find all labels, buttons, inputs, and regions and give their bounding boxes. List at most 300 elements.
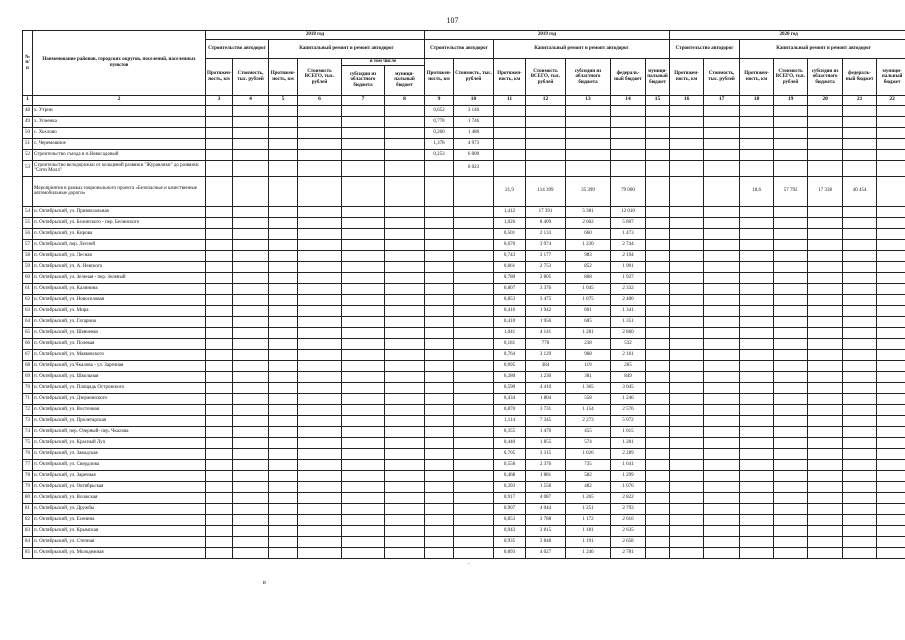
table-row (23, 415, 905, 426)
row-name: п. Октябрьский, ул. Пролетарская (33, 415, 206, 426)
cell-col-10 (454, 371, 494, 382)
cell-col-22 (877, 305, 905, 316)
cell-col-21 (843, 503, 877, 514)
cell-col-13: 35 399 (566, 176, 611, 206)
header-repair-cost-2018: Стоимость ВСЕГО, тыс. рублей (298, 59, 342, 96)
cell-col-5 (269, 349, 298, 360)
cell-col-6 (298, 470, 342, 481)
cell-col-11 (494, 105, 526, 116)
cell-col-11: 0,434 (494, 393, 526, 404)
cell-col-3 (206, 382, 233, 393)
row-number: 62 (23, 294, 33, 305)
cell-col-18 (740, 371, 774, 382)
cell-col-21 (843, 105, 877, 116)
cell-col-22 (877, 492, 905, 503)
cell-col-14: 849 (611, 371, 646, 382)
cell-col-14: 1 901 (611, 261, 646, 272)
cell-col-14: 1 341 (611, 305, 646, 316)
cell-col-5 (269, 459, 298, 470)
cell-col-10 (454, 261, 494, 272)
cell-col-9 (425, 316, 454, 327)
cell-col-13: 482 (566, 481, 611, 492)
table-row (23, 305, 905, 316)
cell-col-21 (843, 404, 877, 415)
cell-col-5 (269, 294, 298, 305)
row-name: х. Усменка (33, 116, 206, 127)
cell-col-20 (808, 536, 843, 547)
cell-col-8 (385, 426, 425, 437)
cell-col-16 (670, 272, 704, 283)
cell-col-15 (646, 492, 670, 503)
cell-col-5 (269, 503, 298, 514)
cell-col-17 (704, 338, 740, 349)
cell-col-14: 2 781 (611, 547, 646, 558)
cell-col-10 (454, 437, 494, 448)
cell-col-13: 5 381 (566, 206, 611, 217)
cell-col-9 (425, 437, 454, 448)
cell-col-5 (269, 149, 298, 160)
cell-col-9 (425, 206, 454, 217)
cell-col-17 (704, 547, 740, 558)
cell-col-18 (740, 294, 774, 305)
cell-col-19 (774, 283, 808, 294)
cell-col-13: 1 281 (566, 327, 611, 338)
header-year-2019: 2019 год (425, 31, 670, 40)
cell-col-19 (774, 437, 808, 448)
column-number: 21 (843, 95, 877, 105)
cell-col-21 (843, 415, 877, 426)
cell-col-19 (774, 349, 808, 360)
cell-col-16 (670, 492, 704, 503)
cell-col-3 (206, 305, 233, 316)
cell-col-17 (704, 382, 740, 393)
cell-col-11: 0,095 (494, 360, 526, 371)
header-length-2020: Протяжен- ность, км (670, 59, 704, 96)
cell-col-20 (808, 470, 843, 481)
cell-col-7 (342, 239, 385, 250)
column-number: 14 (611, 95, 646, 105)
cell-col-9 (425, 382, 454, 393)
cell-col-13 (566, 149, 611, 160)
cell-col-11 (494, 116, 526, 127)
cell-col-22 (877, 206, 905, 217)
cell-col-4 (233, 127, 269, 138)
cell-col-4 (233, 305, 269, 316)
row-name: п. Октябрьский, ул. Шевченко (33, 327, 206, 338)
cell-col-6 (298, 404, 342, 415)
cell-col-14: 1 076 (611, 481, 646, 492)
cell-col-21 (843, 437, 877, 448)
cell-col-4 (233, 116, 269, 127)
cell-col-12 (526, 138, 566, 149)
cell-col-18 (740, 316, 774, 327)
cell-col-13: 660 (566, 228, 611, 239)
cell-col-16 (670, 206, 704, 217)
table-row (23, 470, 905, 481)
cell-col-15 (646, 305, 670, 316)
row-number: 65 (23, 327, 33, 338)
cell-col-11: 0,870 (494, 404, 526, 415)
cell-col-17 (704, 176, 740, 206)
cell-col-8 (385, 294, 425, 305)
row-name: п. Октябрьский, ул. Красный Луч (33, 437, 206, 448)
cell-col-8 (385, 547, 425, 558)
cell-col-21 (843, 327, 877, 338)
cell-col-20 (808, 393, 843, 404)
cell-col-16 (670, 116, 704, 127)
cell-col-18 (740, 448, 774, 459)
cell-col-20 (808, 283, 843, 294)
cell-col-13: 1 230 (566, 239, 611, 250)
cell-col-10 (454, 305, 494, 316)
cell-col-15 (646, 160, 670, 176)
cell-col-15 (646, 525, 670, 536)
cell-col-17 (704, 459, 740, 470)
cell-col-11: 0,853 (494, 294, 526, 305)
cell-col-18 (740, 349, 774, 360)
cell-col-4 (233, 404, 269, 415)
cell-col-21: 40 454 (843, 176, 877, 206)
cell-col-7 (342, 127, 385, 138)
cell-col-18 (740, 138, 774, 149)
cell-col-11: 0,468 (494, 470, 526, 481)
cell-col-3 (206, 294, 233, 305)
cell-col-5 (269, 283, 298, 294)
row-name: п. Октябрьский, ул. Молодежная (33, 547, 206, 558)
column-number: 16 (670, 95, 704, 105)
cell-col-16 (670, 437, 704, 448)
cell-col-20 (808, 206, 843, 217)
cell-col-14 (611, 116, 646, 127)
cell-col-9 (425, 525, 454, 536)
cell-col-7 (342, 206, 385, 217)
road-works-table (22, 30, 905, 559)
cell-col-3 (206, 283, 233, 294)
row-number: 48 (23, 105, 33, 116)
cell-col-22 (877, 327, 905, 338)
cell-col-9: 1,378 (425, 138, 454, 149)
row-number: 70 (23, 382, 33, 393)
cell-col-7 (342, 250, 385, 261)
cell-col-22 (877, 250, 905, 261)
row-name: п. Октябрьский, ул. Крымская (33, 525, 206, 536)
cell-col-20 (808, 250, 843, 261)
cell-col-6 (298, 415, 342, 426)
header-repair-2018: Капитальный ремонт и ремонт автодорог (269, 40, 425, 59)
cell-col-13: 381 (566, 371, 611, 382)
cell-col-6 (298, 382, 342, 393)
cell-col-17 (704, 360, 740, 371)
cell-col-14: 12 010 (611, 206, 646, 217)
row-name: п. Октябрьский, ул. Октябрьская (33, 481, 206, 492)
cell-col-10 (454, 481, 494, 492)
cell-col-7 (342, 393, 385, 404)
cell-col-7 (342, 283, 385, 294)
cell-col-15 (646, 228, 670, 239)
cell-col-7 (342, 448, 385, 459)
cell-col-10: 3 146 (454, 105, 494, 116)
cell-col-6 (298, 426, 342, 437)
cell-col-3 (206, 138, 233, 149)
cell-col-15 (646, 503, 670, 514)
cell-col-17 (704, 149, 740, 160)
table-row (23, 316, 905, 327)
cell-col-15 (646, 217, 670, 228)
cell-col-5 (269, 371, 298, 382)
cell-col-12: 4 410 (526, 382, 566, 393)
cell-col-8 (385, 525, 425, 536)
table-row (23, 327, 905, 338)
cell-col-22 (877, 228, 905, 239)
cell-col-15 (646, 349, 670, 360)
cell-col-6 (298, 176, 342, 206)
cell-col-4 (233, 272, 269, 283)
cell-col-8 (385, 404, 425, 415)
cell-col-7 (342, 116, 385, 127)
table-row (23, 283, 905, 294)
cell-col-20 (808, 160, 843, 176)
header-subsidy-2019: субсидии из областного бюджета (566, 59, 611, 96)
cell-col-9 (425, 393, 454, 404)
table-row (23, 176, 905, 206)
cell-col-11 (494, 127, 526, 138)
cell-col-13: 238 (566, 338, 611, 349)
header-subsidy-2018: субсидии из областного бюджета (342, 65, 385, 95)
row-name: с. Черемошное (33, 138, 206, 149)
cell-col-10 (454, 327, 494, 338)
cell-col-17 (704, 316, 740, 327)
cell-col-6 (298, 272, 342, 283)
cell-col-10 (454, 426, 494, 437)
cell-col-10 (454, 525, 494, 536)
table-row (23, 217, 905, 228)
cell-col-14: 5 807 (611, 217, 646, 228)
cell-col-20 (808, 228, 843, 239)
cell-col-20 (808, 382, 843, 393)
cell-col-8 (385, 217, 425, 228)
cell-col-17 (704, 393, 740, 404)
cell-col-15 (646, 470, 670, 481)
cell-col-5 (269, 305, 298, 316)
cell-col-9: 0,253 (425, 149, 454, 160)
cell-col-3 (206, 415, 233, 426)
cell-col-21 (843, 250, 877, 261)
cell-col-14: 2 400 (611, 294, 646, 305)
cell-col-3 (206, 349, 233, 360)
cell-col-22 (877, 470, 905, 481)
cell-col-9 (425, 305, 454, 316)
cell-col-20 (808, 448, 843, 459)
cell-col-16 (670, 316, 704, 327)
cell-col-14: 1 641 (611, 459, 646, 470)
row-number: 78 (23, 470, 33, 481)
cell-col-6 (298, 547, 342, 558)
cell-col-10 (454, 470, 494, 481)
cell-col-12: 384 (526, 360, 566, 371)
cell-col-17 (704, 294, 740, 305)
cell-col-12: 1 470 (526, 426, 566, 437)
column-numbers-row (23, 95, 905, 105)
cell-col-18 (740, 105, 774, 116)
cell-col-17 (704, 160, 740, 176)
cell-col-18 (740, 404, 774, 415)
cell-col-11: 0,355 (494, 426, 526, 437)
cell-col-10 (454, 338, 494, 349)
cell-col-12: 1 956 (526, 316, 566, 327)
cell-col-7 (342, 261, 385, 272)
cell-col-19 (774, 338, 808, 349)
cell-col-16 (670, 360, 704, 371)
cell-col-8 (385, 116, 425, 127)
cell-col-8 (385, 250, 425, 261)
cell-col-19 (774, 217, 808, 228)
cell-col-7 (342, 160, 385, 176)
cell-col-6 (298, 437, 342, 448)
cell-col-17 (704, 116, 740, 127)
table-row (23, 547, 905, 558)
cell-col-4 (233, 437, 269, 448)
cell-col-9 (425, 272, 454, 283)
cell-col-13: 119 (566, 360, 611, 371)
header-cost-2019: Стоимость, тыс. рублей (454, 59, 494, 96)
cell-col-16 (670, 382, 704, 393)
cell-col-19 (774, 105, 808, 116)
cell-col-7 (342, 470, 385, 481)
row-name: п. Октябрьский, ул. Новоселовая (33, 294, 206, 305)
cell-col-8 (385, 338, 425, 349)
cell-col-11: 1,026 (494, 217, 526, 228)
cell-col-18 (740, 217, 774, 228)
table-row (23, 116, 905, 127)
row-number: 73 (23, 415, 33, 426)
cell-col-21 (843, 547, 877, 558)
column-number: 3 (206, 95, 233, 105)
cell-col-4 (233, 360, 269, 371)
cell-col-14: 2 161 (611, 349, 646, 360)
cell-col-18 (740, 327, 774, 338)
table-row (23, 338, 905, 349)
header-municipal-2019: муници- пальный бюджет (646, 59, 670, 96)
cell-col-21 (843, 160, 877, 176)
table-row (23, 536, 905, 547)
cell-col-16 (670, 426, 704, 437)
cell-col-16 (670, 105, 704, 116)
cell-col-13: 1 045 (566, 283, 611, 294)
cell-col-13: 582 (566, 470, 611, 481)
cell-col-14 (611, 138, 646, 149)
cell-col-10: 1 486 (454, 127, 494, 138)
row-name: п. Октябрьский, пер. Озерный- пер. Чкалова (33, 426, 206, 437)
row-number: 82 (23, 514, 33, 525)
cell-col-14: 2 635 (611, 525, 646, 536)
cell-col-3 (206, 393, 233, 404)
cell-col-12: 3 815 (526, 525, 566, 536)
cell-col-8 (385, 514, 425, 525)
cell-col-12: 3 129 (526, 349, 566, 360)
row-number: 75 (23, 437, 33, 448)
table-row (23, 404, 905, 415)
cell-col-17 (704, 105, 740, 116)
cell-col-4 (233, 514, 269, 525)
header-repair-2019: Капитальный ремонт и ремонт автодорог (494, 40, 670, 59)
cell-col-22 (877, 503, 905, 514)
cell-col-8 (385, 437, 425, 448)
cell-col-17 (704, 437, 740, 448)
cell-col-5 (269, 547, 298, 558)
cell-col-15 (646, 481, 670, 492)
cell-col-21 (843, 294, 877, 305)
cell-col-4 (233, 149, 269, 160)
cell-col-11: 0,280 (494, 371, 526, 382)
cell-col-19 (774, 316, 808, 327)
cell-col-15 (646, 261, 670, 272)
cell-col-16 (670, 283, 704, 294)
row-number: 52 (23, 149, 33, 160)
cell-col-12: 2 376 (526, 459, 566, 470)
cell-col-22 (877, 283, 905, 294)
cell-col-6 (298, 393, 342, 404)
cell-col-6 (298, 305, 342, 316)
cell-col-6 (298, 448, 342, 459)
cell-col-16 (670, 547, 704, 558)
cell-col-15 (646, 536, 670, 547)
cell-col-22 (877, 338, 905, 349)
cell-col-19 (774, 138, 808, 149)
cell-col-18: 18,6 (740, 176, 774, 206)
cell-col-6 (298, 536, 342, 547)
cell-col-11: 0,416 (494, 305, 526, 316)
cell-col-22 (877, 360, 905, 371)
cell-col-18 (740, 239, 774, 250)
row-name: п. Октябрьский, ул. Школьная (33, 371, 206, 382)
cell-col-10 (454, 459, 494, 470)
column-number: 4 (233, 95, 269, 105)
cell-col-15 (646, 272, 670, 283)
cell-col-13: 455 (566, 426, 611, 437)
cell-col-18 (740, 305, 774, 316)
cell-col-10 (454, 228, 494, 239)
header-federal-2020: федераль- ный бюджет (843, 59, 877, 96)
row-number: 80 (23, 492, 33, 503)
cell-col-19 (774, 360, 808, 371)
cell-col-20 (808, 217, 843, 228)
cell-col-12: 1 230 (526, 371, 566, 382)
table-row (23, 514, 905, 525)
cell-col-21 (843, 127, 877, 138)
cell-col-3 (206, 127, 233, 138)
cell-col-20 (808, 525, 843, 536)
cell-col-7 (342, 349, 385, 360)
cell-col-12: 4 044 (526, 503, 566, 514)
cell-col-6 (298, 138, 342, 149)
cell-col-7 (342, 536, 385, 547)
cell-col-15 (646, 360, 670, 371)
cell-col-18 (740, 536, 774, 547)
row-number: 59 (23, 261, 33, 272)
header-federal-2019: федераль- ный бюджет (611, 59, 646, 96)
cell-col-14: 1 351 (611, 316, 646, 327)
cell-col-16 (670, 327, 704, 338)
row-name: п. Октябрьский, ул. Лесная (33, 250, 206, 261)
cell-col-5 (269, 525, 298, 536)
row-name: п. Октябрьский, ул. Белинского - пер. Белинского (33, 217, 206, 228)
row-name: п. Октябрьский, пер. Лесной (33, 239, 206, 250)
cell-col-14: 5 072 (611, 415, 646, 426)
cell-col-12: 1 942 (526, 305, 566, 316)
cell-col-3 (206, 426, 233, 437)
cell-col-12: 1 881 (526, 470, 566, 481)
cell-col-10 (454, 206, 494, 217)
